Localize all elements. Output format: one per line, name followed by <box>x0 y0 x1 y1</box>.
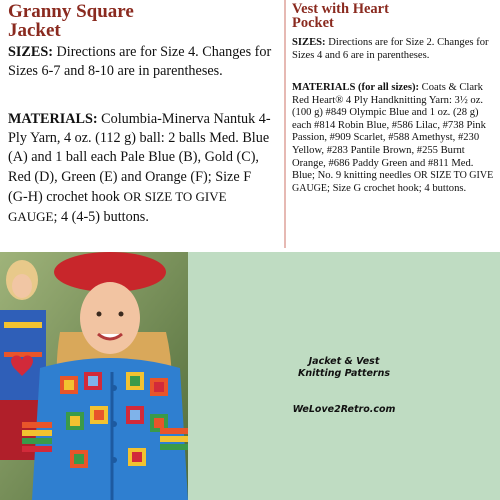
vest-materials <box>292 82 498 195</box>
button-icon <box>111 421 117 427</box>
granny-title-line1: Granny Square <box>8 1 134 22</box>
vest-materials-end: ; Size G crochet hook; 4 buttons. <box>327 182 467 194</box>
button-icon <box>111 457 117 463</box>
girl-face <box>80 282 140 354</box>
vest-sizes <box>292 37 498 62</box>
caption-line2: Knitting Patterns <box>298 368 390 379</box>
granny-sizes-text: Directions are for Size 4. Changes for Sizes 6-7 and 8-10 are in parentheses. <box>8 44 272 80</box>
button-icon <box>111 385 117 391</box>
granny-title-line2: Jacket <box>8 20 61 41</box>
photo-illustration <box>0 252 188 500</box>
vest-sizes-label: SIZES: <box>292 37 326 48</box>
vest-materials-label: MATERIALS (for all sizes): <box>292 82 420 93</box>
caption-panel <box>188 252 500 500</box>
children-photo <box>0 252 188 500</box>
granny-materials-label: MATERIALS: <box>8 111 98 127</box>
vest-title <box>292 2 389 30</box>
vest-sizes-text: Directions are for Size 2. Changes for Sizes 4 and 6 are in parentheses. <box>292 37 489 61</box>
granny-sizes <box>8 43 273 81</box>
granny-materials <box>8 110 273 227</box>
granny-square-jacket-panel <box>0 0 278 248</box>
vest-title-line1: Vest with Heart <box>292 1 389 17</box>
granny-sizes-label: SIZES: <box>8 44 53 60</box>
granny-materials-end: ; 4 (4-5) buttons. <box>53 209 149 226</box>
granny-materials-gauge: OR SIZE TO GIVE GAUGE <box>8 188 227 225</box>
vest-materials-gauge: OR SIZE TO GIVE GAUGE <box>292 170 494 194</box>
granny-title <box>8 2 134 40</box>
vest-heart-pocket-panel <box>284 0 500 248</box>
column-divider <box>284 0 286 248</box>
vest-title-line2: Pocket <box>292 15 334 31</box>
site-credit: WeLove2Retro.com <box>292 404 396 415</box>
granny-materials-text: Columbia-Minerva Nantuk 4-Ply Yarn, 4 oz. (112 g) ball: 2 balls Med. Blue (A) and 1 ball each Pale Blue (B), Gold (C), Red (D), Green (E) and Orange (F); Size F (G-H) crochet hook <box>8 111 271 205</box>
caption-line1: Jacket & Vest <box>308 356 380 367</box>
caption-title <box>188 356 500 380</box>
vest-materials-text: Coats & Clark Red Heart® 4 Ply Handknitting Yarn: 3½ oz. (100 g) #849 Olympic Blue and 1 oz. (28 g) each #814 Robin Blue, #586 Lilac, #738 Pink Passion, #909 Scarlet, #588 Amethyst, #230 Yellow, #283 Pantile Brown, #255 Burnt Orange, #686 Paddy Green and #811 Med. Blue; No. 9 knitting needles <box>292 82 486 182</box>
